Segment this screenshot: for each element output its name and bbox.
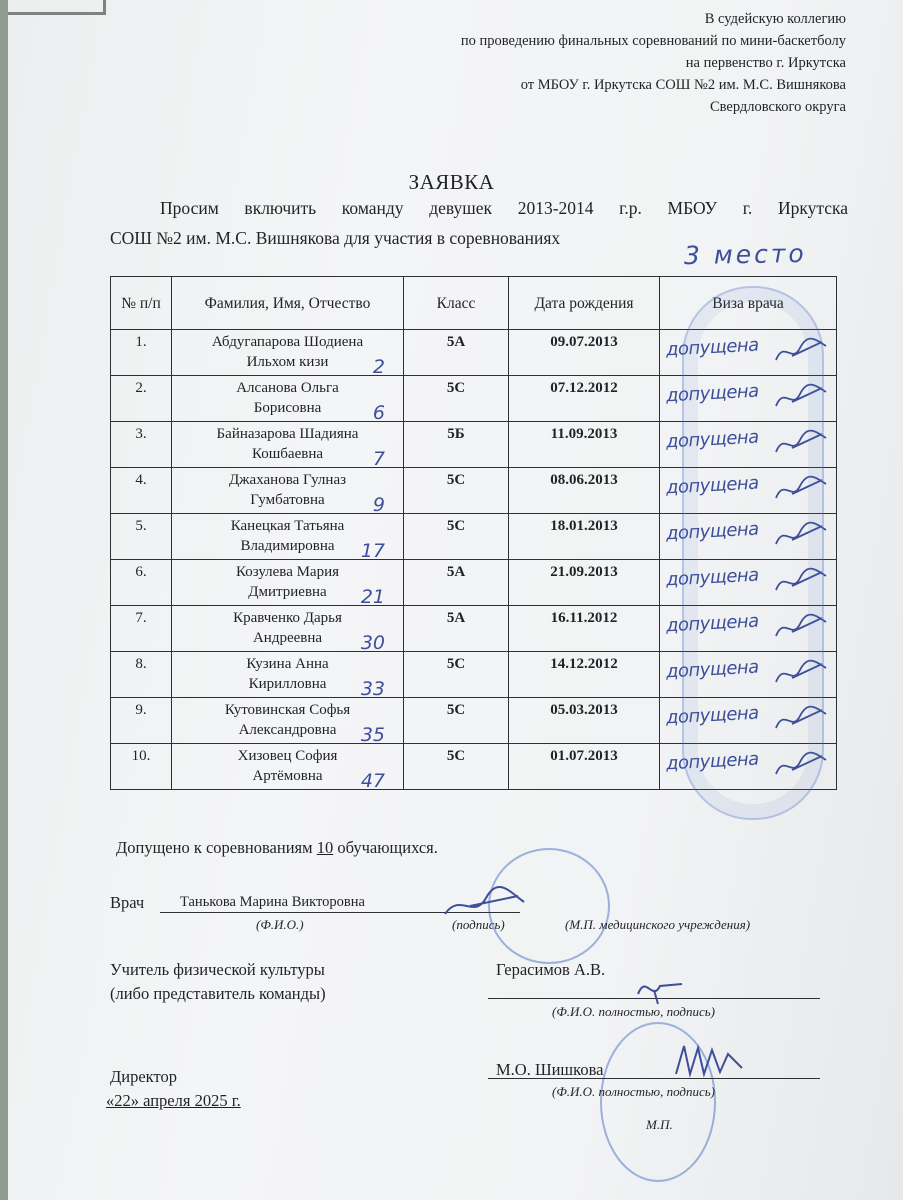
admitted-count: 10 <box>316 838 334 857</box>
doctor-name: Танькова Марина Викторовна <box>180 894 365 910</box>
row-dob: 21.09.2013 <box>509 560 660 606</box>
director-name: М.О. Шишкова <box>496 1060 604 1079</box>
visa-text: допущена <box>665 702 760 729</box>
visa-text: допущена <box>665 334 760 361</box>
player-number: 9 <box>372 494 385 516</box>
row-dob: 05.03.2013 <box>509 698 660 744</box>
director-caption: (Ф.И.О. полностью, подпись) <box>552 1084 716 1099</box>
row-name-line1: Кравченко Дарья <box>233 610 342 626</box>
row-dob: 18.01.2013 <box>509 514 660 560</box>
doctor-label: Врач <box>110 893 145 912</box>
visa-text: допущена <box>665 656 760 683</box>
row-class: 5С <box>404 652 509 698</box>
row-class: 5А <box>404 330 509 376</box>
row-name-line2: Артёмовна <box>252 768 323 784</box>
row-name-line2: Кошбаевна <box>251 446 324 462</box>
row-class: 5С <box>404 376 509 422</box>
row-dob: 01.07.2013 <box>509 744 660 790</box>
col-header-number: № п/п <box>111 277 172 330</box>
row-class: 5С <box>404 468 509 514</box>
row-name-line2: Дмитриевна <box>248 584 327 600</box>
player-number: 17 <box>360 540 385 562</box>
doctor-fio-caption: (Ф.И.О.) <box>256 917 304 932</box>
row-number: 1. <box>111 330 172 376</box>
visa-text: допущена <box>665 380 760 407</box>
director-rule <box>488 1078 820 1079</box>
row-name-line1: Байназарова Шадияна <box>216 426 359 442</box>
row-class: 5С <box>404 744 509 790</box>
row-dob: 07.12.2012 <box>509 376 660 422</box>
row-number: 7. <box>111 606 172 652</box>
row-number: 3. <box>111 422 172 468</box>
row-name-line2: Кирилловна <box>248 676 327 692</box>
row-name <box>172 698 404 744</box>
row-name-line2: Андреевна <box>252 630 323 646</box>
handwritten-place: 3 место <box>683 238 807 271</box>
visa-text: допущена <box>665 748 760 775</box>
player-number: 30 <box>360 632 385 654</box>
row-name-line2: Гумбатовна <box>250 492 325 508</box>
request-line-2: СОШ №2 им. М.С. Вишнякова для участия в соревнованиях <box>110 228 561 248</box>
doctor-stamp-caption: (М.П. медицинского учреждения) <box>565 917 751 932</box>
row-name-line1: Козулева Мария <box>235 564 340 580</box>
pe-teacher-signature <box>630 972 690 1006</box>
player-number: 21 <box>360 586 385 608</box>
row-name <box>172 422 404 468</box>
director-date: «22» апреля 2025 г. <box>106 1091 241 1110</box>
visa-text: допущена <box>665 518 760 545</box>
row-name-line2: Борисовна <box>253 400 322 416</box>
row-class: 5Б <box>404 422 509 468</box>
row-name <box>172 652 404 698</box>
row-dob: 08.06.2013 <box>509 468 660 514</box>
row-dob: 14.12.2012 <box>509 652 660 698</box>
row-number: 4. <box>111 468 172 514</box>
row-number: 10. <box>111 744 172 790</box>
row-name <box>172 744 404 790</box>
row-name-line1: Кузина Анна <box>246 656 329 672</box>
addressee-line: от МБОУ г. Иркутска СОШ №2 им. М.С. Вишнякова <box>520 77 846 93</box>
addressee-line: Свердловского округа <box>710 99 846 115</box>
pe-teacher-line2: (либо представитель команды) <box>110 984 326 1003</box>
row-class: 5С <box>404 698 509 744</box>
director-label: Директор <box>110 1067 177 1086</box>
col-header-name: Фамилия, Имя, Отчество <box>172 277 404 330</box>
admitted-line: Допущено к соревнованиям 10 обучающихся. <box>116 838 438 857</box>
visa-text: допущена <box>665 610 760 637</box>
director-signature <box>668 1038 748 1082</box>
row-name-line1: Абдугапарова Шодиена <box>211 334 364 350</box>
row-name <box>172 606 404 652</box>
addressee-line: В судейскую коллегию <box>704 11 846 27</box>
row-name <box>172 514 404 560</box>
row-dob: 11.09.2013 <box>509 422 660 468</box>
row-name <box>172 376 404 422</box>
row-name-line2: Ильхом кизи <box>246 354 329 370</box>
paper-clip <box>8 0 106 15</box>
request-line-1: Просим включить команду девушек 2013-2014 г.р. МБОУ г. Иркутска <box>160 198 848 218</box>
pe-teacher-line1: Учитель физической культуры <box>110 960 325 979</box>
player-number: 47 <box>360 770 385 792</box>
row-class: 5С <box>404 514 509 560</box>
row-dob: 09.07.2013 <box>509 330 660 376</box>
addressee-line: по проведению финальных соревнований по мини-баскетболу <box>460 33 846 49</box>
row-class: 5А <box>404 606 509 652</box>
player-number: 7 <box>372 448 385 470</box>
player-number: 6 <box>372 402 385 424</box>
player-number: 2 <box>372 356 385 378</box>
document-title: ЗАЯВКА <box>408 170 495 194</box>
addressee-line: на первенство г. Иркутска <box>685 55 846 71</box>
row-name-line2: Александровна <box>238 722 337 738</box>
row-name-line1: Кутовинская Софья <box>224 702 351 718</box>
row-name-line1: Хизовец София <box>237 748 338 764</box>
doctor-sign-caption: (подпись) <box>452 917 505 932</box>
row-name <box>172 330 404 376</box>
pe-teacher-caption: (Ф.И.О. полностью, подпись) <box>552 1004 716 1019</box>
row-class: 5А <box>404 560 509 606</box>
row-number: 2. <box>111 376 172 422</box>
row-number: 8. <box>111 652 172 698</box>
doctor-stamps <box>682 286 824 820</box>
stamp-place-mark: М.П. <box>646 1117 673 1132</box>
visa-text: допущена <box>665 472 760 499</box>
addressee-block <box>461 8 846 118</box>
row-dob: 16.11.2012 <box>509 606 660 652</box>
doctor-signature <box>440 884 530 924</box>
row-name-line1: Канецкая Татьяна <box>230 518 345 534</box>
row-name-line1: Алсанова Ольга <box>236 380 339 396</box>
row-name-line2: Владимировна <box>240 538 335 554</box>
row-number: 5. <box>111 514 172 560</box>
visa-text: допущена <box>665 564 760 591</box>
row-number: 6. <box>111 560 172 606</box>
player-number: 33 <box>360 678 385 700</box>
pe-teacher-name: Герасимов А.В. <box>496 960 606 979</box>
col-header-visa: Виза врача <box>660 277 837 330</box>
row-number: 9. <box>111 698 172 744</box>
col-header-class: Класс <box>404 277 509 330</box>
row-name <box>172 468 404 514</box>
player-number: 35 <box>360 724 385 746</box>
col-header-dob: Дата рождения <box>509 277 660 330</box>
row-name <box>172 560 404 606</box>
visa-text: допущена <box>665 426 760 453</box>
row-name-line1: Джаханова Гулназ <box>228 472 347 488</box>
